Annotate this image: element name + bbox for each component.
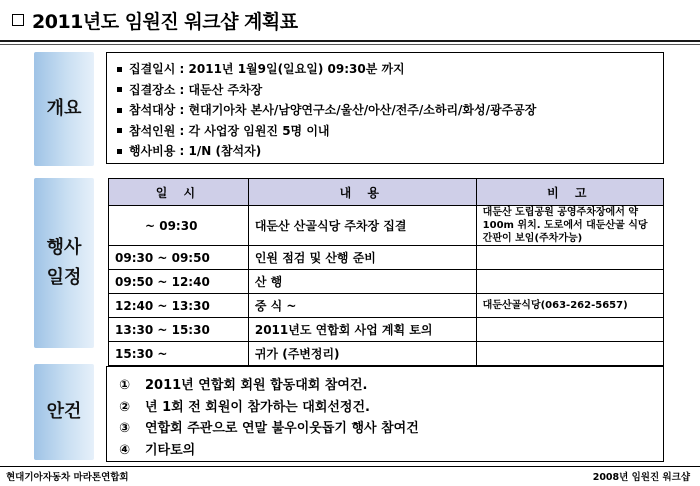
schedule-content: 인원 점검 및 산행 준비 xyxy=(248,246,476,270)
summary-item xyxy=(117,100,663,121)
summary-item-text: 집결장소 : 대둔산 주차장 xyxy=(129,82,263,97)
schedule-time: 09:50 ~ 12:40 xyxy=(109,270,249,294)
square-bullet-icon xyxy=(117,108,122,113)
agenda-item xyxy=(119,375,663,397)
schedule-note xyxy=(476,342,663,366)
schedule-note: 대둔산 도립공원 공영주차장에서 약100m 위치. 도로에서 대둔산골 식당 간판이 보임(주차가능) xyxy=(476,206,663,246)
footer-event: 2008년 임원진 워크샵 xyxy=(592,472,690,483)
agenda-text: 연합회 주관으로 연말 불우이웃돕기 행사 참여건 xyxy=(145,421,419,436)
header-content: 내 용 xyxy=(248,179,476,206)
schedule-note xyxy=(476,318,663,342)
schedule-content: 2011년도 연합회 사업 계획 토의 xyxy=(248,318,476,342)
agenda-item xyxy=(119,418,663,440)
summary-item-text: 참석대상 : 현대기아차 본사/남양연구소/울산/아산/전주/소하리/화성/광주공장 xyxy=(129,103,537,117)
schedule-content: 귀가 (주변정리) xyxy=(248,342,476,366)
title-divider-thin xyxy=(0,44,700,45)
summary-item xyxy=(117,80,663,101)
checkbox-square-icon xyxy=(12,14,24,26)
schedule-row xyxy=(109,206,664,246)
agenda-label xyxy=(34,364,94,460)
overview-label-text: 개요 xyxy=(46,98,82,119)
square-bullet-icon xyxy=(117,87,122,92)
agenda-text: 2011년 연합회 회원 합동대회 참여건. xyxy=(145,378,368,393)
schedule-note: 대둔산골식당(063-262-5657) xyxy=(476,294,663,318)
schedule-row xyxy=(109,342,664,366)
agenda-label-text: 안건 xyxy=(46,401,82,422)
square-bullet-icon xyxy=(117,67,122,72)
schedule-row xyxy=(109,294,664,318)
schedule-content: 중 식 ~ xyxy=(248,294,476,318)
summary-item-text: 집결일시 : 2011년 1월9일(일요일) 09:30분 까지 xyxy=(129,62,405,76)
schedule-time: ~ 09:30 xyxy=(109,206,249,246)
agenda-box xyxy=(106,366,664,462)
page-title: 2011년도 임원진 워크샵 계획표 xyxy=(32,10,298,33)
overview-box xyxy=(106,52,664,164)
summary-item xyxy=(117,59,663,80)
agenda-number: ② xyxy=(119,399,131,415)
square-bullet-icon xyxy=(117,149,122,154)
schedule-time: 12:40 ~ 13:30 xyxy=(109,294,249,318)
square-bullet-icon xyxy=(117,128,122,133)
schedule-label xyxy=(34,178,94,348)
schedule-table xyxy=(108,178,664,366)
schedule-time: 15:30 ~ xyxy=(109,342,249,366)
agenda-text: 기타토의 xyxy=(145,442,196,458)
schedule-time: 13:30 ~ 15:30 xyxy=(109,318,249,342)
summary-item xyxy=(117,141,663,162)
title-bar xyxy=(0,0,700,40)
summary-list xyxy=(107,53,663,162)
agenda-text: 년 1회 전 회원이 참가하는 대회선정건. xyxy=(145,399,370,415)
overview-label xyxy=(34,52,94,166)
schedule-content: 산 행 xyxy=(248,270,476,294)
agenda-list xyxy=(107,367,663,461)
schedule-note xyxy=(476,270,663,294)
schedule-label-text: 행사 일정 xyxy=(46,237,82,288)
summary-item-text: 행사비용 : 1/N (참석자) xyxy=(129,144,262,158)
agenda-number: ① xyxy=(119,378,131,393)
summary-item xyxy=(117,121,663,142)
header-time: 일 시 xyxy=(109,179,249,206)
header-note: 비 고 xyxy=(476,179,663,206)
schedule-header-row xyxy=(109,179,664,206)
schedule-row xyxy=(109,318,664,342)
footer-divider xyxy=(0,466,700,467)
schedule-time: 09:30 ~ 09:50 xyxy=(109,246,249,270)
agenda-number: ③ xyxy=(119,421,131,436)
schedule-content: 대둔산 산골식당 주차장 집결 xyxy=(248,206,476,246)
schedule-row xyxy=(109,270,664,294)
agenda-number: ④ xyxy=(119,442,131,458)
summary-item-text: 참석인원 : 각 사업장 임원진 5명 이내 xyxy=(129,123,330,138)
title-divider xyxy=(0,40,700,42)
footer-org: 현대기아자동차 마라톤연합회 xyxy=(6,472,129,483)
schedule-note xyxy=(476,246,663,270)
agenda-item xyxy=(119,440,663,462)
schedule-row xyxy=(109,246,664,270)
agenda-item xyxy=(119,397,663,419)
